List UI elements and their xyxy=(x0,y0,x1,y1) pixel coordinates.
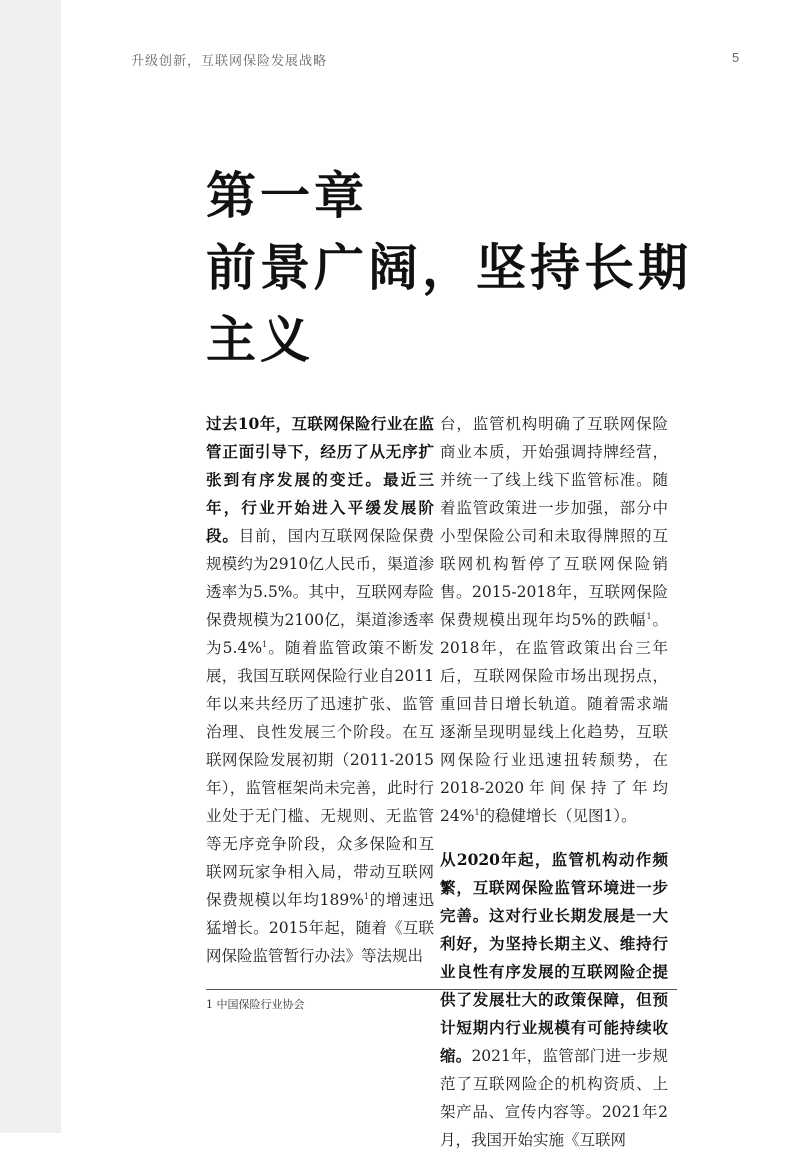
paragraph-1-continuation: 台，监管机构明确了互联网保险商业本质，开始强调持牌经营，并统一了线上线下监管标准。随着监管政策进一步加强，部分中小型保险公司和未取得牌照的互联网机构暂停了互联网保险销售。2015-2018年，互联网保险保费规模出现年均5%的跌幅$^1$。2018年，在监管政策出台三年后，互联网保险市场出现拐点，重回昔日增长轨道。随着需求端逐渐呈现明显线上化趋势，互联网保险行业迅速扭转颓势，在2018-2020年间保持了年均24%$^1$的稳健增长（见图1）。 xyxy=(440,415,668,825)
footnote-ref: 1 xyxy=(474,807,480,817)
chapter-title xyxy=(206,160,766,376)
page-number: 5 xyxy=(732,50,740,65)
paragraph-2: 从2020年起，监管机构动作频繁，互联网保险监管环境进一步完善。这对行业长期发展是一大利好，为坚持长期主义、维持行业良性有序发展的互联网险企提供了发展壮大的政策保障，但预计短期内行业规模有可能持续收缩。2021年，监管部门进一步规范了互联网险企的机构资质、上架产品、宣传内容等。2021年2月，我国开始实施《互联网 xyxy=(440,850,668,1149)
chapter-heading-line-2: 主义 xyxy=(206,310,314,369)
footnote-divider xyxy=(206,989,677,990)
footnote-ref: 1 xyxy=(646,611,652,621)
running-header: 升级创新，互联网保险发展战略 xyxy=(131,54,328,69)
paragraph-1-continued: 的增速迅猛增长。2015年起，随着《互联网保险监管暂行办法》等法规出 xyxy=(206,891,434,965)
footnote-ref: 1 xyxy=(262,639,268,649)
paragraph-1: 过去10年，互联网保险行业在监管正面引导下，经历了从无序扩张到有序发展的变迁。最近三年，行业开始进入平缓发展阶段。目前，国内互联网保险保费规模约为2910亿人民币，渠道渗透率为5.5%。其中，互联网寿险保费规模为2100亿，渠道渗透率为5.4%$^1$。随着监管政策不断发展，我国互联网保险行业自2011年以来共经历了迅速扩张、监管治理、良性发展三个阶段。在互联网保险发展初期（2011-2015年），监管框架尚未完善，此时行业处于无门槛、无规则、无监管等无序竞争阶段，众多保险和互联网玩家争相入局，带动互联网保费规模以年均189%$^1$的增速迅猛增长。2015年起，随着《互联网保险监管暂行办法》等法规出 xyxy=(206,414,434,965)
footnote: 1 中国保险行业协会 xyxy=(206,998,305,1011)
page-margin-band xyxy=(0,0,61,1133)
text-column-right xyxy=(440,410,668,1154)
lead-bold-text: 过去10年，互联网保险行业在监管正面引导下，经历了从无序扩张到有序发展的变迁。最近三年，行业开始进入平缓发展阶段。 xyxy=(206,414,434,545)
chapter-heading-line-1: 前景广阔，坚持长期 xyxy=(206,238,692,297)
chapter-number: 第一章 xyxy=(206,166,368,225)
text-column-left xyxy=(206,410,434,970)
footnote-ref: 1 xyxy=(363,891,370,901)
lead-bold-text: 从2020年起，监管机构动作频繁，互联网保险监管环境进一步完善。这对行业长期发展是一大利好，为坚持长期主义、维持行业良性有序发展的互联网险企提供了发展壮大的政策保障，但预计短期内行业规模有可能持续收缩。 xyxy=(440,850,668,1065)
